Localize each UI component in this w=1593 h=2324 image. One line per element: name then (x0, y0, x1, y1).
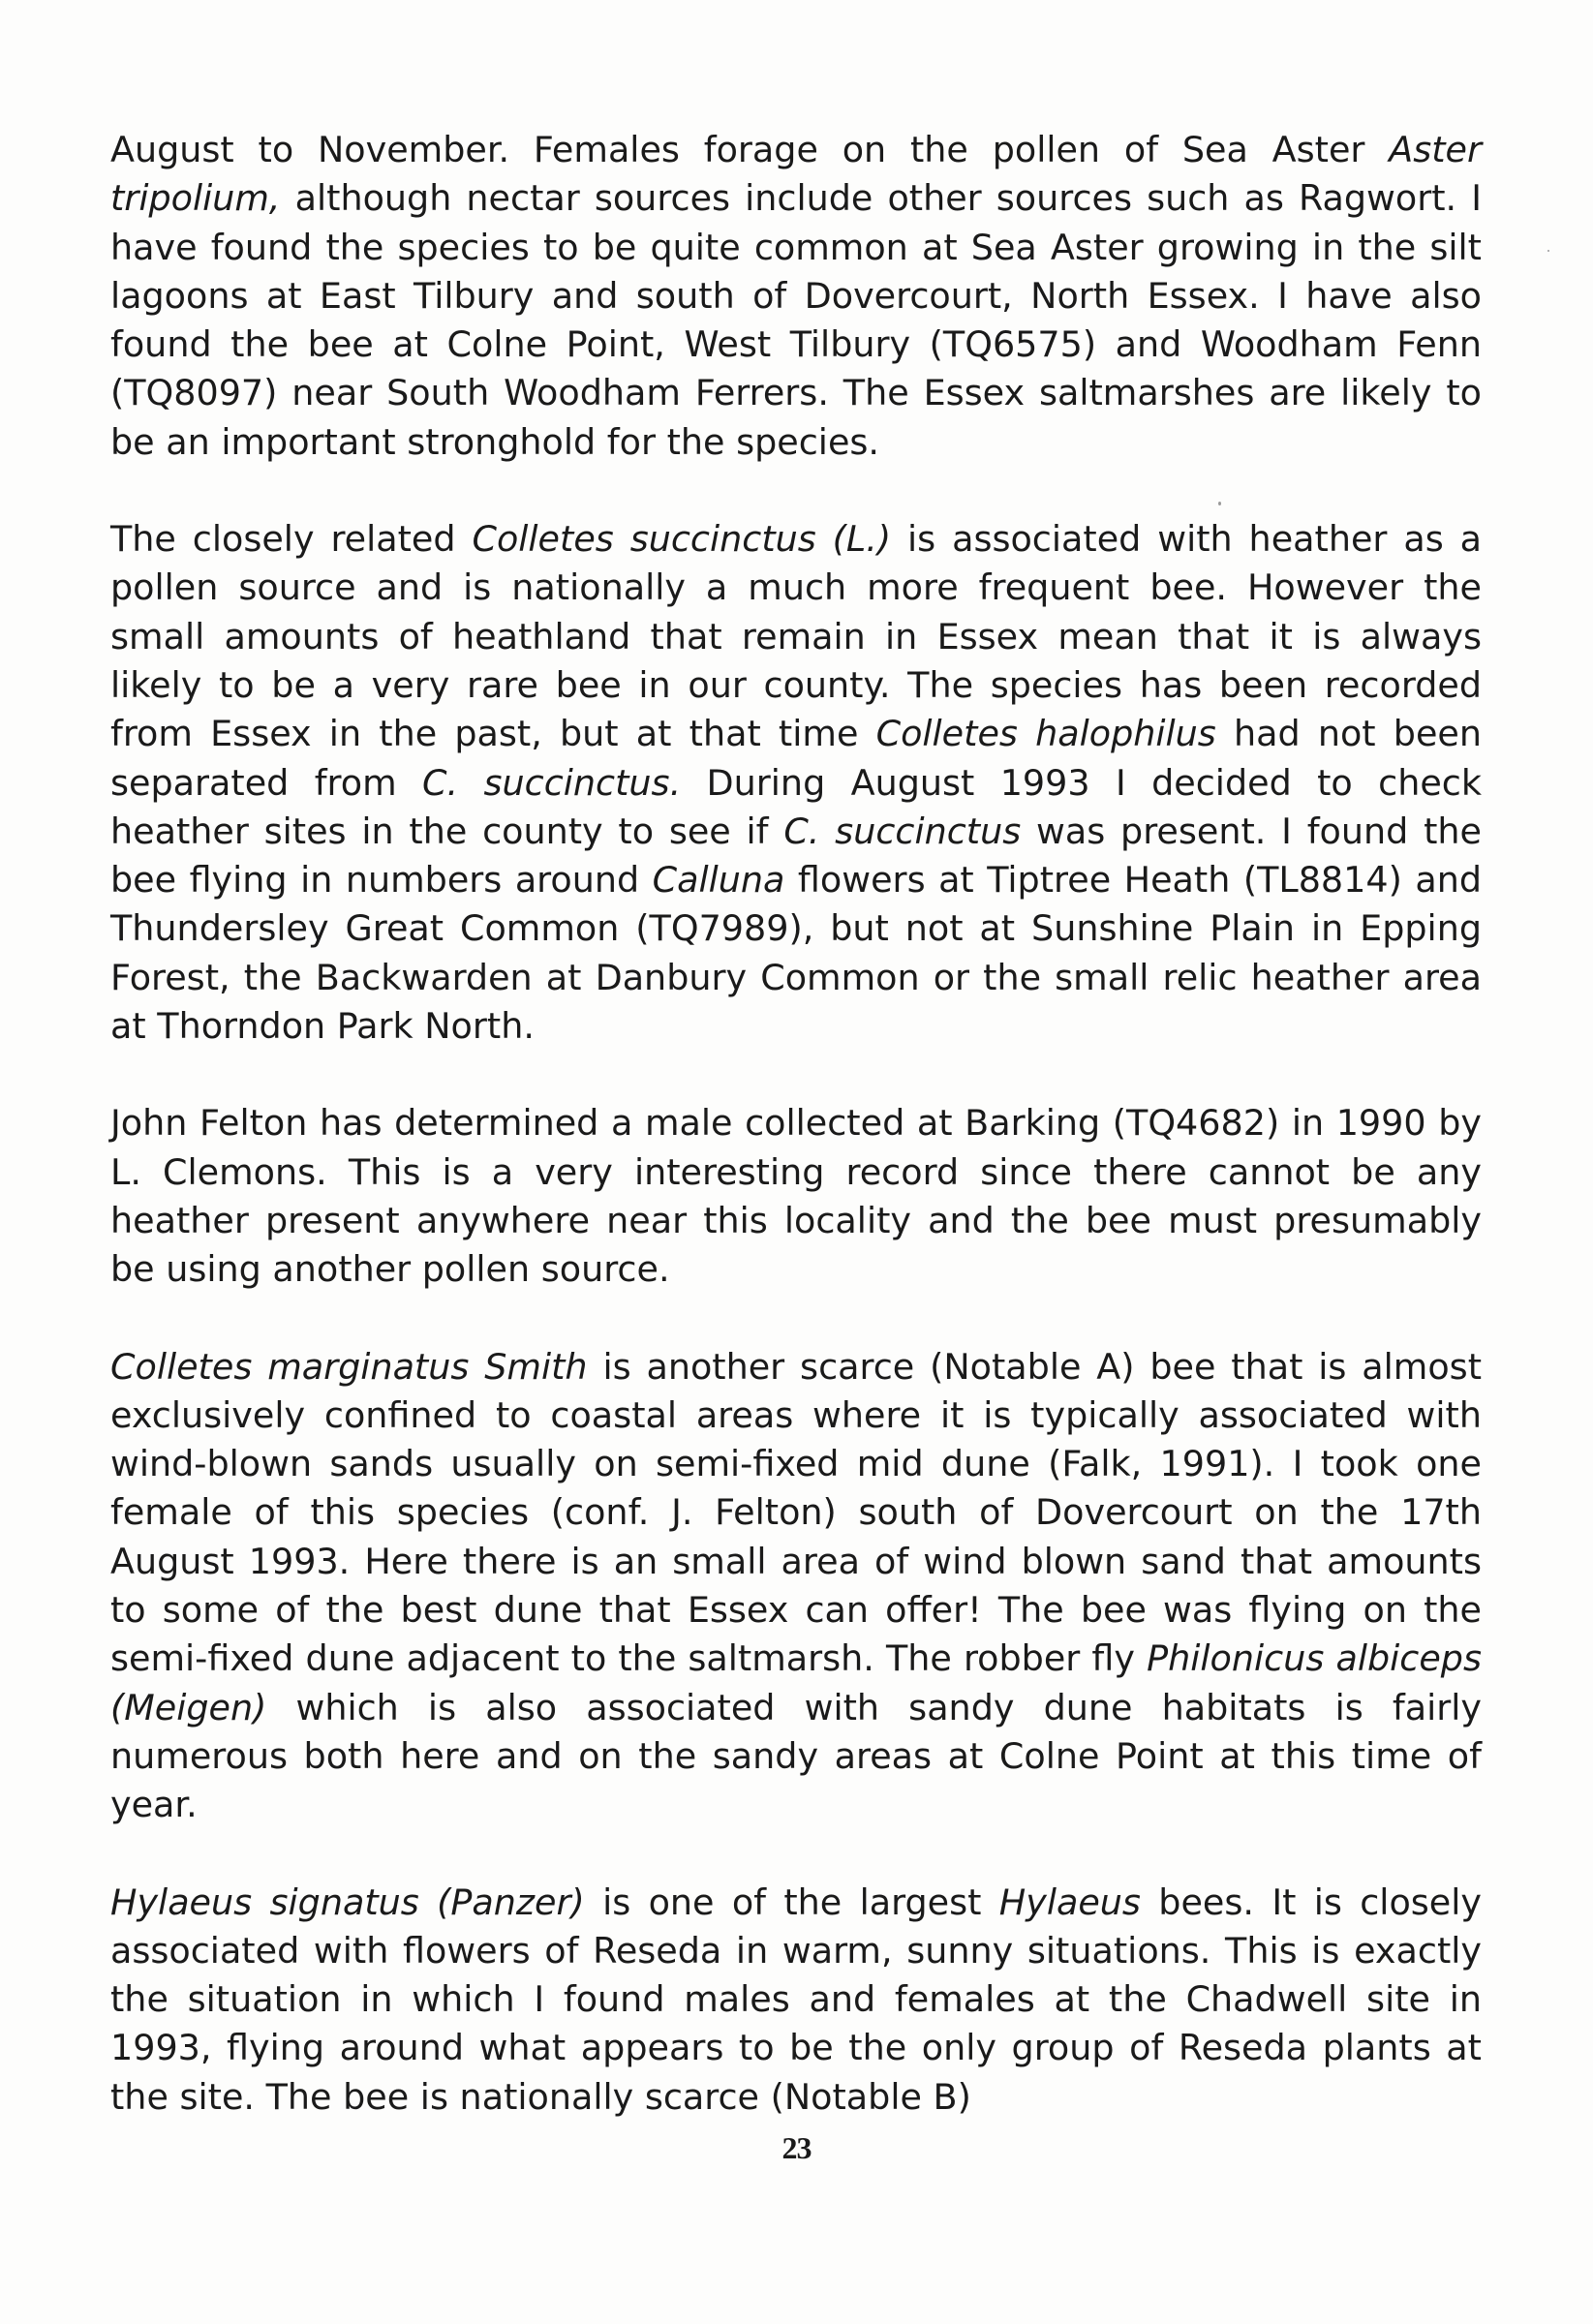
species-name: Calluna (652, 859, 785, 902)
text-run: is one of the largest (584, 1881, 999, 1923)
species-name: C. succinctus. (422, 761, 682, 804)
text-run: The closely related (110, 518, 473, 561)
text-run: is associated with heather as a pollen source and is nationally a much more frequent bee. However the small amounts of heathland that remain in Essex mean that it is always likely to be a very rare bee in our county. The species has been recorded from Essex in the past, but at that time (110, 518, 1482, 755)
text-run: August to November. Females forage on the pollen of Sea Aster (110, 129, 1390, 170)
text-run: John Felton has determined a male collected at Barking (TQ4682) in 1990 by L. Clemons. This is a very interesting record since there cannot be any heather present anywhere near this locality and the bee must presumably be using another pollen source. (110, 1102, 1482, 1291)
text-run: had not been separated from (110, 713, 1483, 804)
paragraph-barking-record (110, 1099, 1482, 1294)
page-number: 23 (781, 2130, 812, 2165)
text-run: flowers at Tiptree Heath (TL8814) and Thundersley Great Common (TQ7989), but not at Sunshine Plain in Epping Forest, the Backwarden at Danbury Common or the small relic heather area at Thorndon Park North. (110, 859, 1482, 1048)
paragraph-colletes-succinctus (110, 515, 1482, 1051)
text-run: During August 1993 I decided to check heather sites in the county to see if (110, 761, 1482, 852)
scan-speck (1547, 250, 1549, 252)
paragraph-colletes-marginatus (110, 1343, 1482, 1830)
species-name: Colletes halophilus (875, 713, 1216, 755)
species-name: Philonicus albiceps (Meigen) (110, 1637, 1482, 1728)
species-name: Aster tripolium, (110, 129, 1482, 220)
species-name: C. succinctus (783, 810, 1022, 852)
text-run: was present. I found the bee flying in numbers around (110, 810, 1482, 902)
species-name: Hylaeus signatus (Panzer) (110, 1881, 585, 1923)
body-text (110, 126, 1482, 2122)
text-run: bees. It is closely associated with flowers of Reseda in warm, sunny situations. This is exactly the situation in which I found males and females at the Chadwell site in 1993, flying around what appears to be the only group of Reseda plants at the site. The bee is nationally scarce (Notable B) (110, 1881, 1482, 2118)
species-name: Colletes marginatus Smith (110, 1345, 588, 1388)
paragraph-hylaeus-signatus (110, 1879, 1482, 2122)
species-name: Hylaeus (998, 1881, 1141, 1923)
paragraph-sea-aster (110, 126, 1482, 467)
text-run: although nectar sources include other sources such as Ragwort. I have found the species to be quite common at Sea Aster growing in the silt lagoons at East Tilbury and south of Dovercourt, North Essex. I have also found the bee at Colne Point, West Tilbury (TQ6575) and Woodham Fenn (TQ8097) near South Woodham Ferrers. The Essex saltmarshes are likely to be an important stronghold for the species. (110, 177, 1482, 463)
text-run: is another scarce (Notable A) bee that is almost exclusively confined to coastal areas where it is typically associated with wind-blown sands usually on semi-fixed mid dune (Falk, 1991). I took one female of this species (conf. J. Felton) south of Dovercourt on the 17th August 1993. Here there is an small area of wind blown sand that amounts to some of the best dune that Essex can offer! The bee was flying on the semi-fixed dune adjacent to the saltmarsh. The robber fly (110, 1345, 1482, 1680)
scan-speck (1218, 502, 1221, 505)
text-run: which is also associated with sandy dune habitats is fairly numerous both here and on the sandy areas at Colne Point at this time of year. (110, 1686, 1482, 1826)
species-name: Colletes succinctus (L.) (472, 518, 892, 561)
